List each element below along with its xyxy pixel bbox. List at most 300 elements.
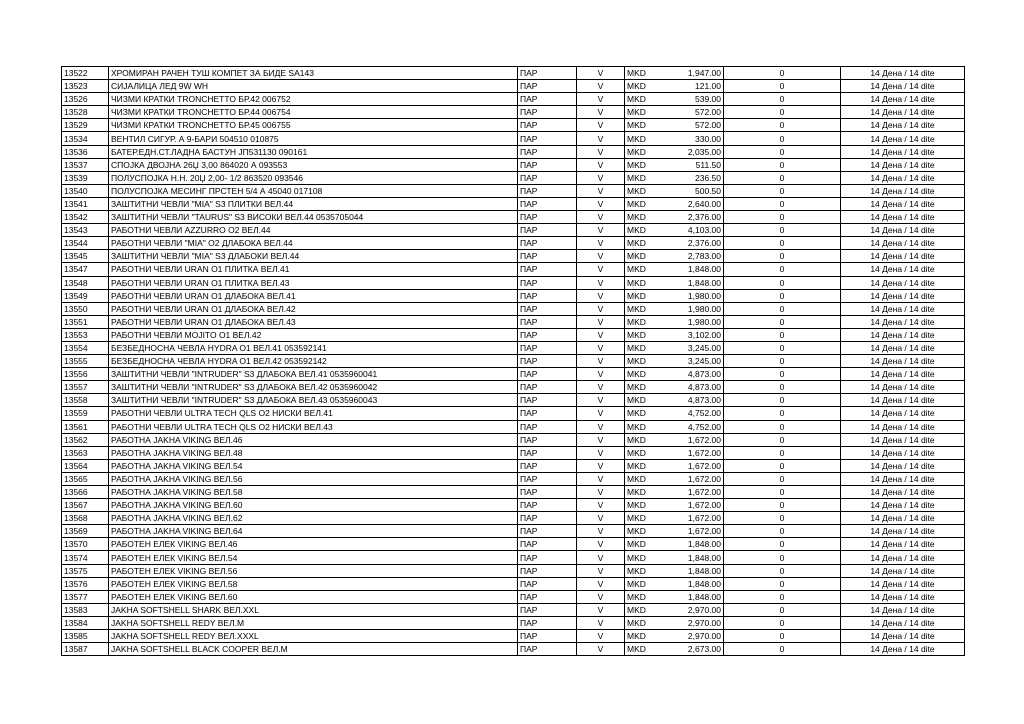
item-code-cell: 13585 xyxy=(62,630,109,643)
quantity-cell: 0 xyxy=(724,184,841,197)
table-row xyxy=(62,211,965,224)
quantity-cell: 0 xyxy=(724,132,841,145)
currency-cell: MKD xyxy=(625,158,664,171)
vat-flag-cell: V xyxy=(577,630,625,643)
table-row xyxy=(62,368,965,381)
delivery-term-cell: 14 Дена / 14 dite xyxy=(841,237,965,250)
vat-flag-cell: V xyxy=(577,224,625,237)
unit-cell: ПАР xyxy=(518,603,577,616)
price-cell: 4,873.00 xyxy=(664,368,724,381)
price-cell: 1,848.00 xyxy=(664,538,724,551)
currency-cell: MKD xyxy=(625,197,664,210)
currency-cell: MKD xyxy=(625,119,664,132)
item-code-cell: 13562 xyxy=(62,433,109,446)
item-name-cell: РАБОТНИ ЧЕВЛИ URAN O1 ДЛАБОКА ВЕЛ.42 xyxy=(109,302,518,315)
unit-cell: ПАР xyxy=(518,263,577,276)
delivery-term-cell: 14 Дена / 14 dite xyxy=(841,630,965,643)
currency-cell: MKD xyxy=(625,276,664,289)
item-code-cell: 13534 xyxy=(62,132,109,145)
price-cell: 2,376.00 xyxy=(664,237,724,250)
price-cell: 236.50 xyxy=(664,171,724,184)
quantity-cell: 0 xyxy=(724,315,841,328)
table-row xyxy=(62,499,965,512)
unit-cell: ПАР xyxy=(518,276,577,289)
unit-cell: ПАР xyxy=(518,341,577,354)
quantity-cell: 0 xyxy=(724,381,841,394)
delivery-term-cell: 14 Дена / 14 dite xyxy=(841,184,965,197)
vat-flag-cell: V xyxy=(577,184,625,197)
table-row xyxy=(62,276,965,289)
item-name-cell: БЕЗБЕДНОСНА ЧЕВЛА HYDRA O1 ВЕЛ.41 053592141 xyxy=(109,341,518,354)
quantity-cell: 0 xyxy=(724,171,841,184)
vat-flag-cell: V xyxy=(577,486,625,499)
item-name-cell: JAKHA SOFTSHELL BLACK COOPER ВЕЛ.M xyxy=(109,643,518,656)
currency-cell: MKD xyxy=(625,67,664,80)
table-row xyxy=(62,525,965,538)
item-code-cell: 13528 xyxy=(62,106,109,119)
table-row xyxy=(62,158,965,171)
unit-cell: ПАР xyxy=(518,577,577,590)
table-row xyxy=(62,590,965,603)
delivery-term-cell: 14 Дена / 14 dite xyxy=(841,106,965,119)
delivery-term-cell: 14 Дена / 14 dite xyxy=(841,643,965,656)
table-row xyxy=(62,603,965,616)
delivery-term-cell: 14 Дена / 14 dite xyxy=(841,590,965,603)
table-row xyxy=(62,132,965,145)
delivery-term-cell: 14 Дена / 14 dite xyxy=(841,158,965,171)
price-cell: 1,672.00 xyxy=(664,512,724,525)
price-cell: 1,848.00 xyxy=(664,263,724,276)
quantity-cell: 0 xyxy=(724,224,841,237)
table-row xyxy=(62,289,965,302)
quantity-cell: 0 xyxy=(724,67,841,80)
item-name-cell: РАБОТНИ ЧЕВЛИ URAN O1 ДЛАБОКА ВЕЛ.43 xyxy=(109,315,518,328)
vat-flag-cell: V xyxy=(577,499,625,512)
table-row xyxy=(62,224,965,237)
currency-cell: MKD xyxy=(625,486,664,499)
quantity-cell: 0 xyxy=(724,106,841,119)
vat-flag-cell: V xyxy=(577,551,625,564)
currency-cell: MKD xyxy=(625,355,664,368)
delivery-term-cell: 14 Дена / 14 dite xyxy=(841,145,965,158)
table-row xyxy=(62,119,965,132)
unit-cell: ПАР xyxy=(518,551,577,564)
delivery-term-cell: 14 Дена / 14 dite xyxy=(841,197,965,210)
price-cell: 1,672.00 xyxy=(664,486,724,499)
vat-flag-cell: V xyxy=(577,341,625,354)
item-code-cell: 13567 xyxy=(62,499,109,512)
unit-cell: ПАР xyxy=(518,538,577,551)
item-name-cell: ПОЛУСПОЈКА МЕСИНГ ПРСТЕН 5/4 А 45040 017108 xyxy=(109,184,518,197)
currency-cell: MKD xyxy=(625,237,664,250)
currency-cell: MKD xyxy=(625,184,664,197)
item-name-cell: РАБОТНА JAKHA VIKING ВЕЛ.54 xyxy=(109,459,518,472)
item-name-cell: ЗАШТИТНИ ЧЕВЛИ "INTRUDER" S3 ДЛАБОКА ВЕЛ.43 0535960043 xyxy=(109,394,518,407)
unit-cell: ПАР xyxy=(518,80,577,93)
quantity-cell: 0 xyxy=(724,211,841,224)
quantity-cell: 0 xyxy=(724,250,841,263)
unit-cell: ПАР xyxy=(518,132,577,145)
item-name-cell: ЗАШТИТНИ ЧЕВЛИ "TAURUS" S3 ВИСОКИ ВЕЛ.44 0535705044 xyxy=(109,211,518,224)
quantity-cell: 0 xyxy=(724,590,841,603)
item-code-cell: 13568 xyxy=(62,512,109,525)
price-cell: 2,035.00 xyxy=(664,145,724,158)
vat-flag-cell: V xyxy=(577,381,625,394)
price-cell: 539.00 xyxy=(664,93,724,106)
unit-cell: ПАР xyxy=(518,328,577,341)
unit-cell: ПАР xyxy=(518,171,577,184)
delivery-term-cell: 14 Дена / 14 dite xyxy=(841,407,965,420)
item-name-cell: СПОЈКА ДВОЈНА 26Џ 3,00 864020 А 093553 xyxy=(109,158,518,171)
price-cell: 1,947.00 xyxy=(664,67,724,80)
item-name-cell: СИЈАЛИЦА ЛЕД 9W WH xyxy=(109,80,518,93)
delivery-term-cell: 14 Дена / 14 dite xyxy=(841,224,965,237)
delivery-term-cell: 14 Дена / 14 dite xyxy=(841,446,965,459)
currency-cell: MKD xyxy=(625,472,664,485)
item-name-cell: JAKHA SOFTSHELL SHARK ВЕЛ.XXL xyxy=(109,603,518,616)
table-row xyxy=(62,551,965,564)
unit-cell: ПАР xyxy=(518,433,577,446)
quantity-cell: 0 xyxy=(724,512,841,525)
quantity-cell: 0 xyxy=(724,276,841,289)
vat-flag-cell: V xyxy=(577,577,625,590)
quantity-cell: 0 xyxy=(724,145,841,158)
item-name-cell: РАБОТНИ ЧЕВЛИ URAN O1 ПЛИТКА ВЕЛ.43 xyxy=(109,276,518,289)
currency-cell: MKD xyxy=(625,643,664,656)
price-cell: 2,783.00 xyxy=(664,250,724,263)
vat-flag-cell: V xyxy=(577,132,625,145)
item-code-cell: 13565 xyxy=(62,472,109,485)
item-code-cell: 13556 xyxy=(62,368,109,381)
vat-flag-cell: V xyxy=(577,302,625,315)
price-cell: 1,848.00 xyxy=(664,577,724,590)
item-name-cell: РАБОТНИ ЧЕВЛИ ULTRA TECH QLS O2 НИСКИ ВЕЛ.41 xyxy=(109,407,518,420)
quantity-cell: 0 xyxy=(724,459,841,472)
vat-flag-cell: V xyxy=(577,355,625,368)
currency-cell: MKD xyxy=(625,590,664,603)
vat-flag-cell: V xyxy=(577,472,625,485)
unit-cell: ПАР xyxy=(518,446,577,459)
quantity-cell: 0 xyxy=(724,263,841,276)
quantity-cell: 0 xyxy=(724,551,841,564)
quantity-cell: 0 xyxy=(724,564,841,577)
price-cell: 3,245.00 xyxy=(664,341,724,354)
table-row xyxy=(62,341,965,354)
unit-cell: ПАР xyxy=(518,512,577,525)
item-name-cell: РАБОТЕН ЕЛЕК VIKING ВЕЛ.46 xyxy=(109,538,518,551)
price-cell: 1,848.00 xyxy=(664,551,724,564)
quantity-cell: 0 xyxy=(724,80,841,93)
table-row xyxy=(62,512,965,525)
quantity-cell: 0 xyxy=(724,368,841,381)
price-cell: 2,673.00 xyxy=(664,643,724,656)
item-name-cell: ВЕНТИЛ СИГУР. А 9-БАРИ 504510 010875 xyxy=(109,132,518,145)
currency-cell: MKD xyxy=(625,446,664,459)
item-code-cell: 13529 xyxy=(62,119,109,132)
unit-cell: ПАР xyxy=(518,643,577,656)
price-cell: 2,376.00 xyxy=(664,211,724,224)
delivery-term-cell: 14 Дена / 14 dite xyxy=(841,211,965,224)
item-code-cell: 13547 xyxy=(62,263,109,276)
delivery-term-cell: 14 Дена / 14 dite xyxy=(841,433,965,446)
quantity-cell: 0 xyxy=(724,119,841,132)
unit-cell: ПАР xyxy=(518,355,577,368)
quantity-cell: 0 xyxy=(724,472,841,485)
table-row xyxy=(62,250,965,263)
vat-flag-cell: V xyxy=(577,459,625,472)
quantity-cell: 0 xyxy=(724,446,841,459)
item-code-cell: 13545 xyxy=(62,250,109,263)
item-name-cell: JAKHA SOFTSHELL REDY ВЕЛ.M xyxy=(109,616,518,629)
table-row xyxy=(62,472,965,485)
vat-flag-cell: V xyxy=(577,289,625,302)
quantity-cell: 0 xyxy=(724,289,841,302)
delivery-term-cell: 14 Дена / 14 dite xyxy=(841,171,965,184)
item-code-cell: 13548 xyxy=(62,276,109,289)
price-cell: 4,752.00 xyxy=(664,420,724,433)
price-cell: 1,672.00 xyxy=(664,525,724,538)
item-name-cell: РАБОТЕН ЕЛЕК VIKING ВЕЛ.54 xyxy=(109,551,518,564)
price-cell: 4,873.00 xyxy=(664,394,724,407)
delivery-term-cell: 14 Дена / 14 dite xyxy=(841,302,965,315)
quantity-cell: 0 xyxy=(724,407,841,420)
price-cell: 2,970.00 xyxy=(664,616,724,629)
vat-flag-cell: V xyxy=(577,394,625,407)
item-code-cell: 13566 xyxy=(62,486,109,499)
delivery-term-cell: 14 Дена / 14 dite xyxy=(841,459,965,472)
item-code-cell: 13575 xyxy=(62,564,109,577)
delivery-term-cell: 14 Дена / 14 dite xyxy=(841,381,965,394)
quantity-cell: 0 xyxy=(724,237,841,250)
currency-cell: MKD xyxy=(625,407,664,420)
vat-flag-cell: V xyxy=(577,590,625,603)
quantity-cell: 0 xyxy=(724,93,841,106)
delivery-term-cell: 14 Дена / 14 dite xyxy=(841,525,965,538)
currency-cell: MKD xyxy=(625,630,664,643)
currency-cell: MKD xyxy=(625,171,664,184)
delivery-term-cell: 14 Дена / 14 dite xyxy=(841,93,965,106)
vat-flag-cell: V xyxy=(577,564,625,577)
item-code-cell: 13576 xyxy=(62,577,109,590)
item-name-cell: РАБОТНА JAKHA VIKING ВЕЛ.64 xyxy=(109,525,518,538)
quantity-cell: 0 xyxy=(724,577,841,590)
currency-cell: MKD xyxy=(625,93,664,106)
item-code-cell: 13558 xyxy=(62,394,109,407)
price-table xyxy=(61,66,965,656)
unit-cell: ПАР xyxy=(518,525,577,538)
quantity-cell: 0 xyxy=(724,643,841,656)
currency-cell: MKD xyxy=(625,564,664,577)
unit-cell: ПАР xyxy=(518,368,577,381)
delivery-term-cell: 14 Дена / 14 dite xyxy=(841,276,965,289)
item-code-cell: 13563 xyxy=(62,446,109,459)
table-row xyxy=(62,381,965,394)
currency-cell: MKD xyxy=(625,577,664,590)
delivery-term-cell: 14 Дена / 14 dite xyxy=(841,512,965,525)
price-cell: 1,848.00 xyxy=(664,564,724,577)
quantity-cell: 0 xyxy=(724,499,841,512)
table-row xyxy=(62,616,965,629)
price-cell: 1,672.00 xyxy=(664,499,724,512)
unit-cell: ПАР xyxy=(518,616,577,629)
table-row xyxy=(62,407,965,420)
unit-cell: ПАР xyxy=(518,289,577,302)
currency-cell: MKD xyxy=(625,525,664,538)
unit-cell: ПАР xyxy=(518,381,577,394)
item-code-cell: 13523 xyxy=(62,80,109,93)
unit-cell: ПАР xyxy=(518,564,577,577)
vat-flag-cell: V xyxy=(577,263,625,276)
delivery-term-cell: 14 Дена / 14 dite xyxy=(841,603,965,616)
item-name-cell: РАБОТНИ ЧЕВЛИ MOJITO O1 ВЕЛ.42 xyxy=(109,328,518,341)
vat-flag-cell: V xyxy=(577,119,625,132)
item-name-cell: РАБОТНА JAKHA VIKING ВЕЛ.62 xyxy=(109,512,518,525)
item-name-cell: ПОЛУСПОЈКА Н.Н. 20Џ 2,00- 1/2 863520 093546 xyxy=(109,171,518,184)
item-code-cell: 13542 xyxy=(62,211,109,224)
vat-flag-cell: V xyxy=(577,158,625,171)
price-cell: 330.00 xyxy=(664,132,724,145)
table-row xyxy=(62,197,965,210)
quantity-cell: 0 xyxy=(724,355,841,368)
unit-cell: ПАР xyxy=(518,459,577,472)
vat-flag-cell: V xyxy=(577,237,625,250)
currency-cell: MKD xyxy=(625,145,664,158)
quantity-cell: 0 xyxy=(724,525,841,538)
unit-cell: ПАР xyxy=(518,315,577,328)
quantity-cell: 0 xyxy=(724,630,841,643)
table-row xyxy=(62,433,965,446)
unit-cell: ПАР xyxy=(518,630,577,643)
table-row xyxy=(62,184,965,197)
unit-cell: ПАР xyxy=(518,302,577,315)
quantity-cell: 0 xyxy=(724,420,841,433)
item-name-cell: РАБОТНА JAKHA VIKING ВЕЛ.58 xyxy=(109,486,518,499)
price-cell: 1,672.00 xyxy=(664,446,724,459)
quantity-cell: 0 xyxy=(724,197,841,210)
table-row xyxy=(62,643,965,656)
item-code-cell: 13549 xyxy=(62,289,109,302)
item-code-cell: 13561 xyxy=(62,420,109,433)
delivery-term-cell: 14 Дена / 14 dite xyxy=(841,355,965,368)
vat-flag-cell: V xyxy=(577,145,625,158)
table-row xyxy=(62,315,965,328)
vat-flag-cell: V xyxy=(577,538,625,551)
currency-cell: MKD xyxy=(625,289,664,302)
currency-cell: MKD xyxy=(625,302,664,315)
currency-cell: MKD xyxy=(625,315,664,328)
delivery-term-cell: 14 Дена / 14 dite xyxy=(841,564,965,577)
currency-cell: MKD xyxy=(625,80,664,93)
currency-cell: MKD xyxy=(625,616,664,629)
item-name-cell: РАБОТЕН ЕЛЕК VIKING ВЕЛ.60 xyxy=(109,590,518,603)
currency-cell: MKD xyxy=(625,132,664,145)
unit-cell: ПАР xyxy=(518,472,577,485)
currency-cell: MKD xyxy=(625,106,664,119)
vat-flag-cell: V xyxy=(577,525,625,538)
currency-cell: MKD xyxy=(625,394,664,407)
price-cell: 1,980.00 xyxy=(664,289,724,302)
item-name-cell: РАБОТНИ ЧЕВЛИ AZZURRO O2 ВЕЛ.44 xyxy=(109,224,518,237)
delivery-term-cell: 14 Дена / 14 dite xyxy=(841,341,965,354)
item-name-cell: ЗАШТИТНИ ЧЕВЛИ "MIA" S3 ПЛИТКИ ВЕЛ.44 xyxy=(109,197,518,210)
item-code-cell: 13539 xyxy=(62,171,109,184)
unit-cell: ПАР xyxy=(518,590,577,603)
vat-flag-cell: V xyxy=(577,171,625,184)
vat-flag-cell: V xyxy=(577,512,625,525)
price-cell: 572.00 xyxy=(664,119,724,132)
table-row xyxy=(62,263,965,276)
unit-cell: ПАР xyxy=(518,145,577,158)
unit-cell: ПАР xyxy=(518,394,577,407)
table-row xyxy=(62,93,965,106)
price-cell: 1,672.00 xyxy=(664,459,724,472)
quantity-cell: 0 xyxy=(724,616,841,629)
price-cell: 1,672.00 xyxy=(664,433,724,446)
vat-flag-cell: V xyxy=(577,420,625,433)
currency-cell: MKD xyxy=(625,263,664,276)
currency-cell: MKD xyxy=(625,433,664,446)
item-code-cell: 13583 xyxy=(62,603,109,616)
currency-cell: MKD xyxy=(625,459,664,472)
quantity-cell: 0 xyxy=(724,538,841,551)
item-name-cell: РАБОТНА JAKHA VIKING ВЕЛ.60 xyxy=(109,499,518,512)
vat-flag-cell: V xyxy=(577,67,625,80)
quantity-cell: 0 xyxy=(724,394,841,407)
vat-flag-cell: V xyxy=(577,407,625,420)
currency-cell: MKD xyxy=(625,603,664,616)
price-cell: 1,980.00 xyxy=(664,315,724,328)
item-code-cell: 13554 xyxy=(62,341,109,354)
unit-cell: ПАР xyxy=(518,93,577,106)
vat-flag-cell: V xyxy=(577,328,625,341)
item-code-cell: 13541 xyxy=(62,197,109,210)
price-cell: 511.50 xyxy=(664,158,724,171)
item-code-cell: 13522 xyxy=(62,67,109,80)
table-row xyxy=(62,459,965,472)
item-name-cell: РАБОТНИ ЧЕВЛИ "MIA" O2 ДЛАБОКА ВЕЛ.44 xyxy=(109,237,518,250)
table-row xyxy=(62,538,965,551)
vat-flag-cell: V xyxy=(577,603,625,616)
item-code-cell: 13587 xyxy=(62,643,109,656)
vat-flag-cell: V xyxy=(577,446,625,459)
price-cell: 2,970.00 xyxy=(664,603,724,616)
item-code-cell: 13559 xyxy=(62,407,109,420)
table-row xyxy=(62,106,965,119)
delivery-term-cell: 14 Дена / 14 dite xyxy=(841,616,965,629)
item-name-cell: РАБОТНИ ЧЕВЛИ ULTRA TECH QLS O2 НИСКИ ВЕЛ.43 xyxy=(109,420,518,433)
unit-cell: ПАР xyxy=(518,211,577,224)
delivery-term-cell: 14 Дена / 14 dite xyxy=(841,289,965,302)
table-row xyxy=(62,486,965,499)
quantity-cell: 0 xyxy=(724,158,841,171)
item-name-cell: БАТЕР.ЕДН.СТ.ЛАДНА БАСТУН ЈП531130 090161 xyxy=(109,145,518,158)
item-code-cell: 13584 xyxy=(62,616,109,629)
delivery-term-cell: 14 Дена / 14 dite xyxy=(841,577,965,590)
unit-cell: ПАР xyxy=(518,197,577,210)
item-code-cell: 13526 xyxy=(62,93,109,106)
quantity-cell: 0 xyxy=(724,486,841,499)
item-name-cell: ЗАШТИТНИ ЧЕВЛИ "INTRUDER" S3 ДЛАБОКА ВЕЛ.41 0535960041 xyxy=(109,368,518,381)
table-row xyxy=(62,80,965,93)
delivery-term-cell: 14 Дена / 14 dite xyxy=(841,328,965,341)
item-code-cell: 13536 xyxy=(62,145,109,158)
quantity-cell: 0 xyxy=(724,603,841,616)
delivery-term-cell: 14 Дена / 14 dite xyxy=(841,132,965,145)
table-row xyxy=(62,394,965,407)
item-name-cell: ЧИЗМИ КРАТКИ TRONCHETTO БР.44 006754 xyxy=(109,106,518,119)
unit-cell: ПАР xyxy=(518,250,577,263)
item-code-cell: 13569 xyxy=(62,525,109,538)
